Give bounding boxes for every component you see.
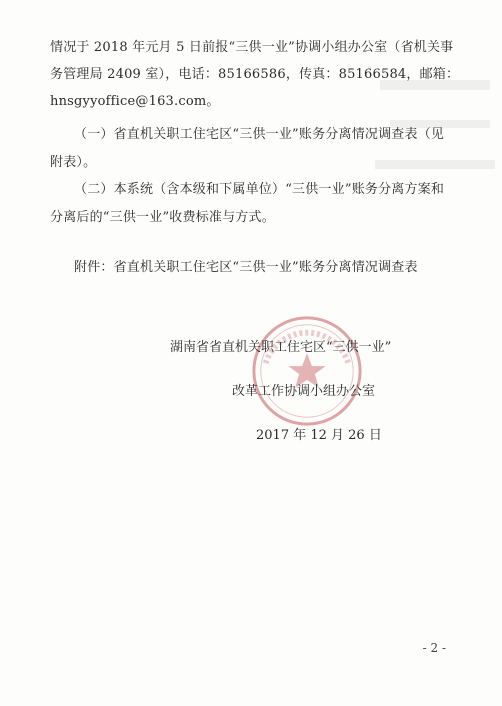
list-item-2-line-1: （二）本系统（含本级和下属单位）“三供一业”账务分离方案和 xyxy=(74,182,445,197)
list-item-1-line-2: 附表）。 xyxy=(50,155,97,170)
signature-date: 2017 年 12 月 26 日 xyxy=(256,428,382,443)
list-item-2-line-2: 分离后的“三供一业”收费标准与方式。 xyxy=(50,210,275,225)
attachment-line: 附件：省直机关职工住宅区“三供一业”账务分离情况调查表 xyxy=(74,260,418,275)
page-number: - 2 - xyxy=(422,641,446,655)
list-item-1-line-1: （一）省直机关职工住宅区“三供一业”账务分离情况调查表（见 xyxy=(74,127,445,142)
body-line-2: 务管理局 2409 室），电话：85166586，传真：85166584，邮箱： xyxy=(50,67,460,82)
official-seal xyxy=(248,312,366,430)
body-line-3: hnsgyyoffice@163.com。 xyxy=(50,94,220,109)
signature-org-line-2: 改革工作协调小组办公室 xyxy=(232,384,376,399)
signature-org-line-1: 湖南省省直机关职工住宅区“三供一业” xyxy=(170,340,392,355)
body-line-1: 情况于 2018 年元月 5 日前报“三供一业”协调小组办公室（省机关事 xyxy=(50,40,454,55)
